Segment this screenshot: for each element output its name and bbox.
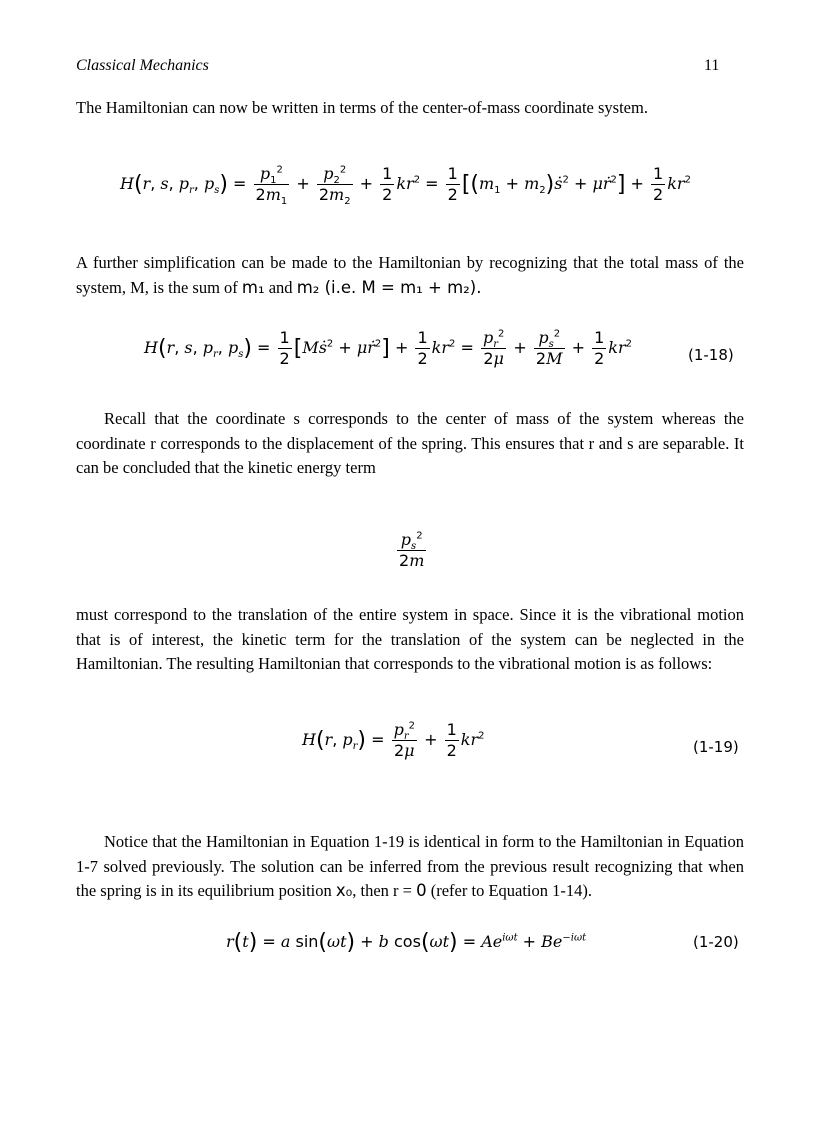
notice-end-text: (refer to Equation 1-14). [426, 881, 593, 900]
notice-text: Notice that the Hamiltonian in Equation 1-19 is identical in form to the Hamiltonian in Equation 1-7 solved previously. The solution can be inferred from the previous result recognizing that when the spring is in its equilibrium position [76, 832, 744, 900]
paragraph-notice [76, 830, 744, 904]
page-number: 11 [704, 57, 720, 74]
paragraph-separable: Recall that the coordinate s corresponds to the center of mass of the system whereas the coordinate r corresponds to the displacement of the spring. This ensures that r and s are separable. It can be concluded that the kinetic energy term [76, 409, 744, 477]
equation-1-18: H(r, s, $p_r$, $p_s$) = $\frac{1}{2}$ [Mṡ$^2$ + μṙ$^2$] + $\frac{1}{2}$ $kr^2$ = $\frac{p_r^2}{2\mu}$ + $\frac{p_s^2}{2M}$ + $\frac{1}{2}$ $kr^2$ [144, 328, 632, 368]
paragraph-intro: The Hamiltonian can now be written in terms of the center-of-mass coordinate system. [76, 98, 648, 117]
equation-1-19: H(r, $p_r$) = $\frac{p_r^2}{2\mu}$ + $\frac{1}{2}$ $kr^2$ [302, 720, 485, 760]
equation-number-1-19: (1-19) [693, 738, 739, 756]
paragraph-translation: must correspond to the translation of the entire system in space. Since it is the vibrational motion that is of interest, the kinetic term for the translation of the system can be neglected in the Hamiltonian. The resulting Hamiltonian that corresponds to the vibrational motion is as follows: [76, 605, 744, 673]
equation-hamiltonian-com: H(r, s, $p_r$, $p_s$) = $\frac{p_1^2}{2m_1}$ + $\frac{p_2^2}{2m_2}$ + $\frac{1}{2}$ $kr^2$ = $\frac{1}{2}$ [($m_1$ + $m_2)ṡ^2$ + μṙ$^2$] + $\frac{1}{2}$ $kr^2$ [120, 164, 691, 208]
and-text: and [264, 277, 297, 297]
x0-symbol: x₀ [335, 881, 353, 900]
running-header-title: Classical Mechanics [76, 57, 209, 74]
equation-number-1-20: (1-20) [693, 933, 739, 951]
equation-kinetic-term: $\frac{p_s^2}{2m}$ [399, 530, 425, 570]
total-mass-text: A further simplification can be made to the Hamiltonian by recognizing that the total mass of the system, M, is the sum of [76, 253, 744, 297]
m1-symbol: m₁ [241, 277, 265, 297]
equation-number-1-18: (1-18) [688, 346, 734, 364]
equation-1-20: r(t) = a sin(ωt) + b $\cos(\omega t) = Ae^{i\omega t} + Be^{-i\omega t}$ [226, 930, 587, 955]
m2-definition: m₂ (i.e. M = m₁ + m₂). [296, 277, 482, 297]
paragraph-total-mass [76, 251, 744, 300]
notice-mid-text: , then r = [352, 881, 417, 900]
zero-symbol: 0 [416, 881, 427, 900]
